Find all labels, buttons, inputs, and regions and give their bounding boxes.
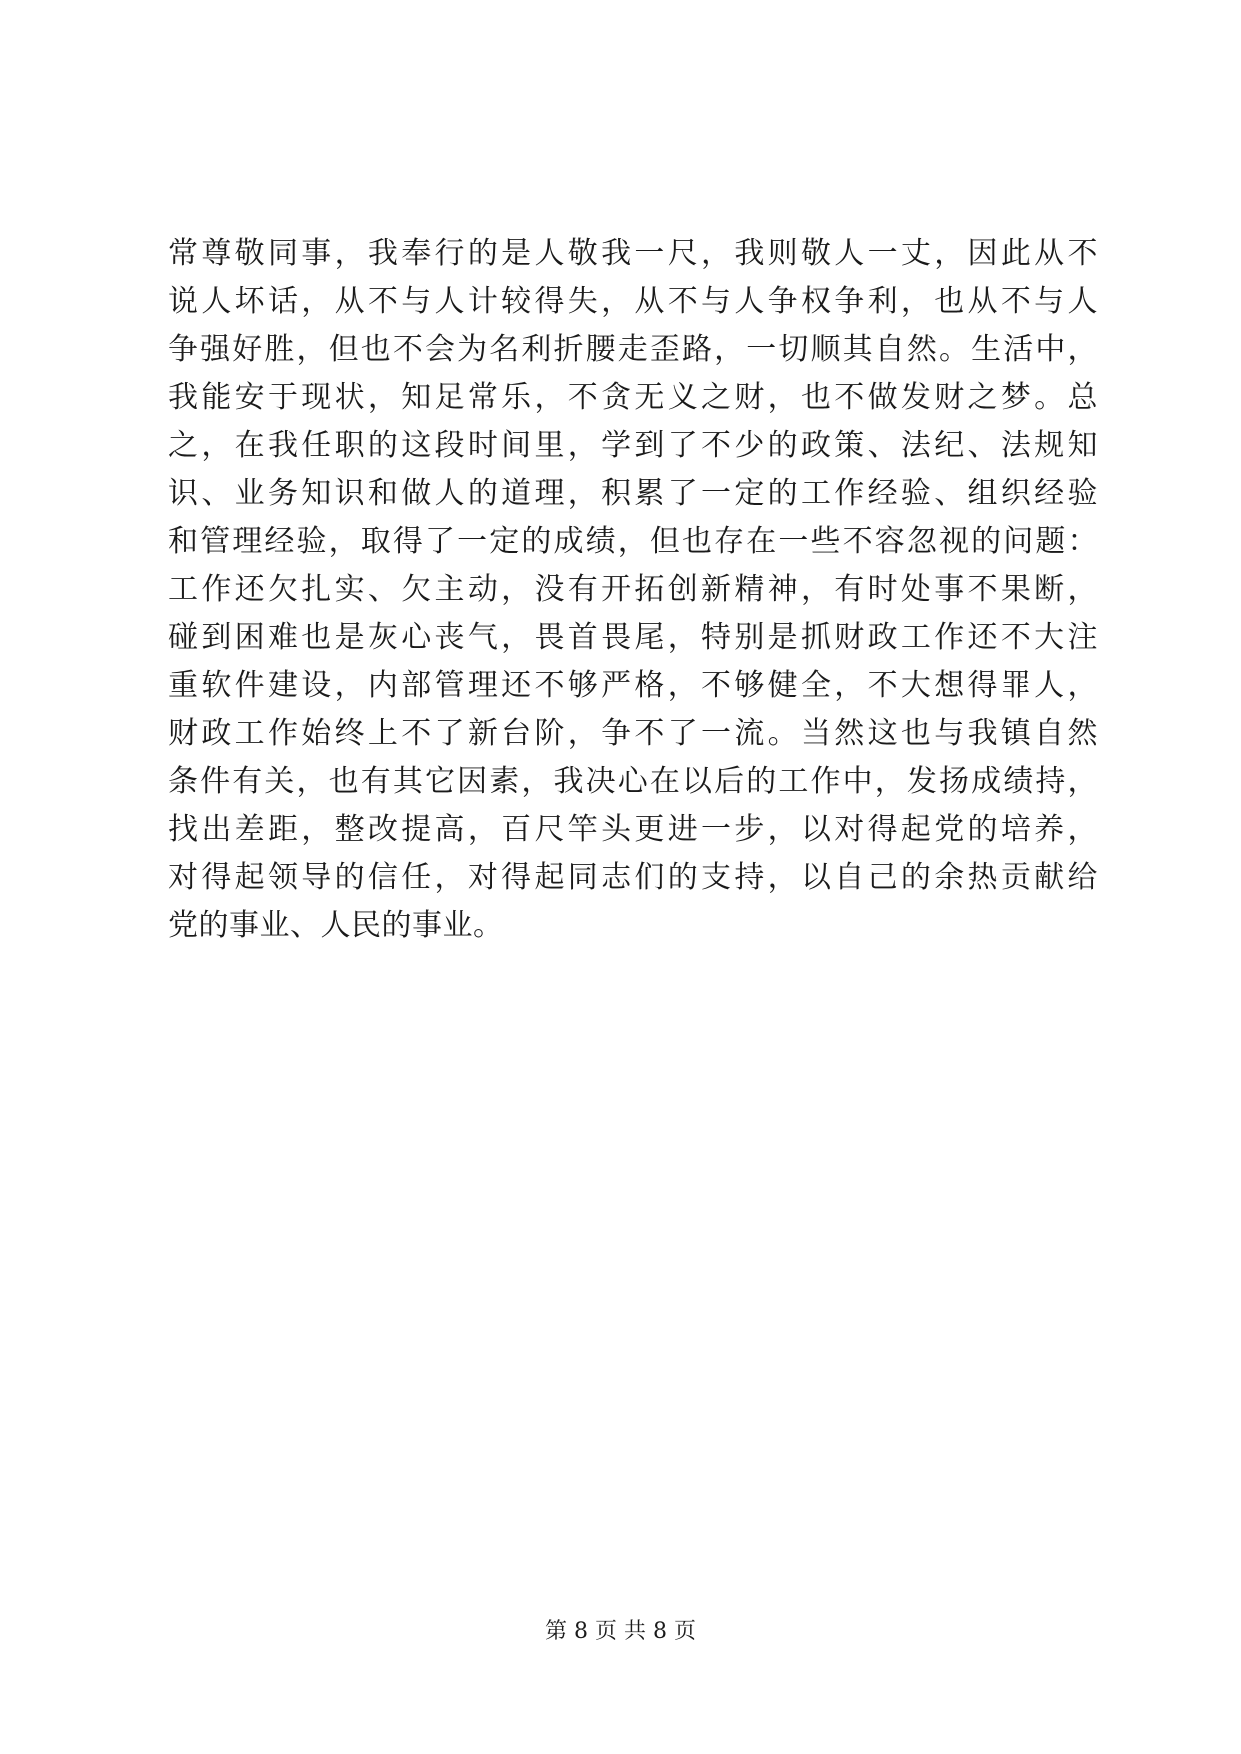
text-line: 条件有关，也有其它因素，我决心在以后的工作中，发扬成绩持，	[168, 764, 1098, 799]
text-line: 和管理经验，取得了一定的成绩，但也存在一些不容忽视的问题：	[168, 524, 1098, 559]
text-line: 工作还欠扎实、欠主动，没有开拓创新精神，有时处事不果断，	[168, 572, 1098, 607]
text-line: 重软件建设，内部管理还不够严格，不够健全，不大想得罪人，	[168, 668, 1098, 703]
text-line: 我能安于现状，知足常乐，不贪无义之财，也不做发财之梦。总	[168, 380, 1098, 415]
text-line: 常尊敬同事，我奉行的是人敬我一尺，我则敬人一丈，因此从不	[168, 236, 1098, 271]
text-line: 找出差距，整改提高，百尺竿头更进一步，以对得起党的培养，	[168, 812, 1098, 847]
text-line: 说人坏话，从不与人计较得失，从不与人争权争利，也从不与人	[168, 284, 1098, 319]
text-line: 对得起领导的信任，对得起同志们的支持，以自己的余热贡献给	[168, 860, 1098, 895]
text-line: 争强好胜，但也不会为名利折腰走歪路，一切顺其自然。生活中，	[168, 332, 1098, 367]
page-number: 第 8 页 共 8 页	[545, 1619, 696, 1644]
text-line: 识、业务知识和做人的道理，积累了一定的工作经验、组织经验	[168, 476, 1098, 511]
text-line-last: 党的事业、人民的事业。	[168, 908, 504, 943]
page-footer	[0, 1617, 1241, 1647]
body-paragraph	[168, 230, 1098, 950]
text-line: 财政工作始终上不了新台阶，争不了一流。当然这也与我镇自然	[168, 716, 1098, 751]
text-line: 碰到困难也是灰心丧气，畏首畏尾，特别是抓财政工作还不大注	[168, 620, 1098, 655]
text-line: 之，在我任职的这段时间里，学到了不少的政策、法纪、法规知	[168, 428, 1098, 463]
